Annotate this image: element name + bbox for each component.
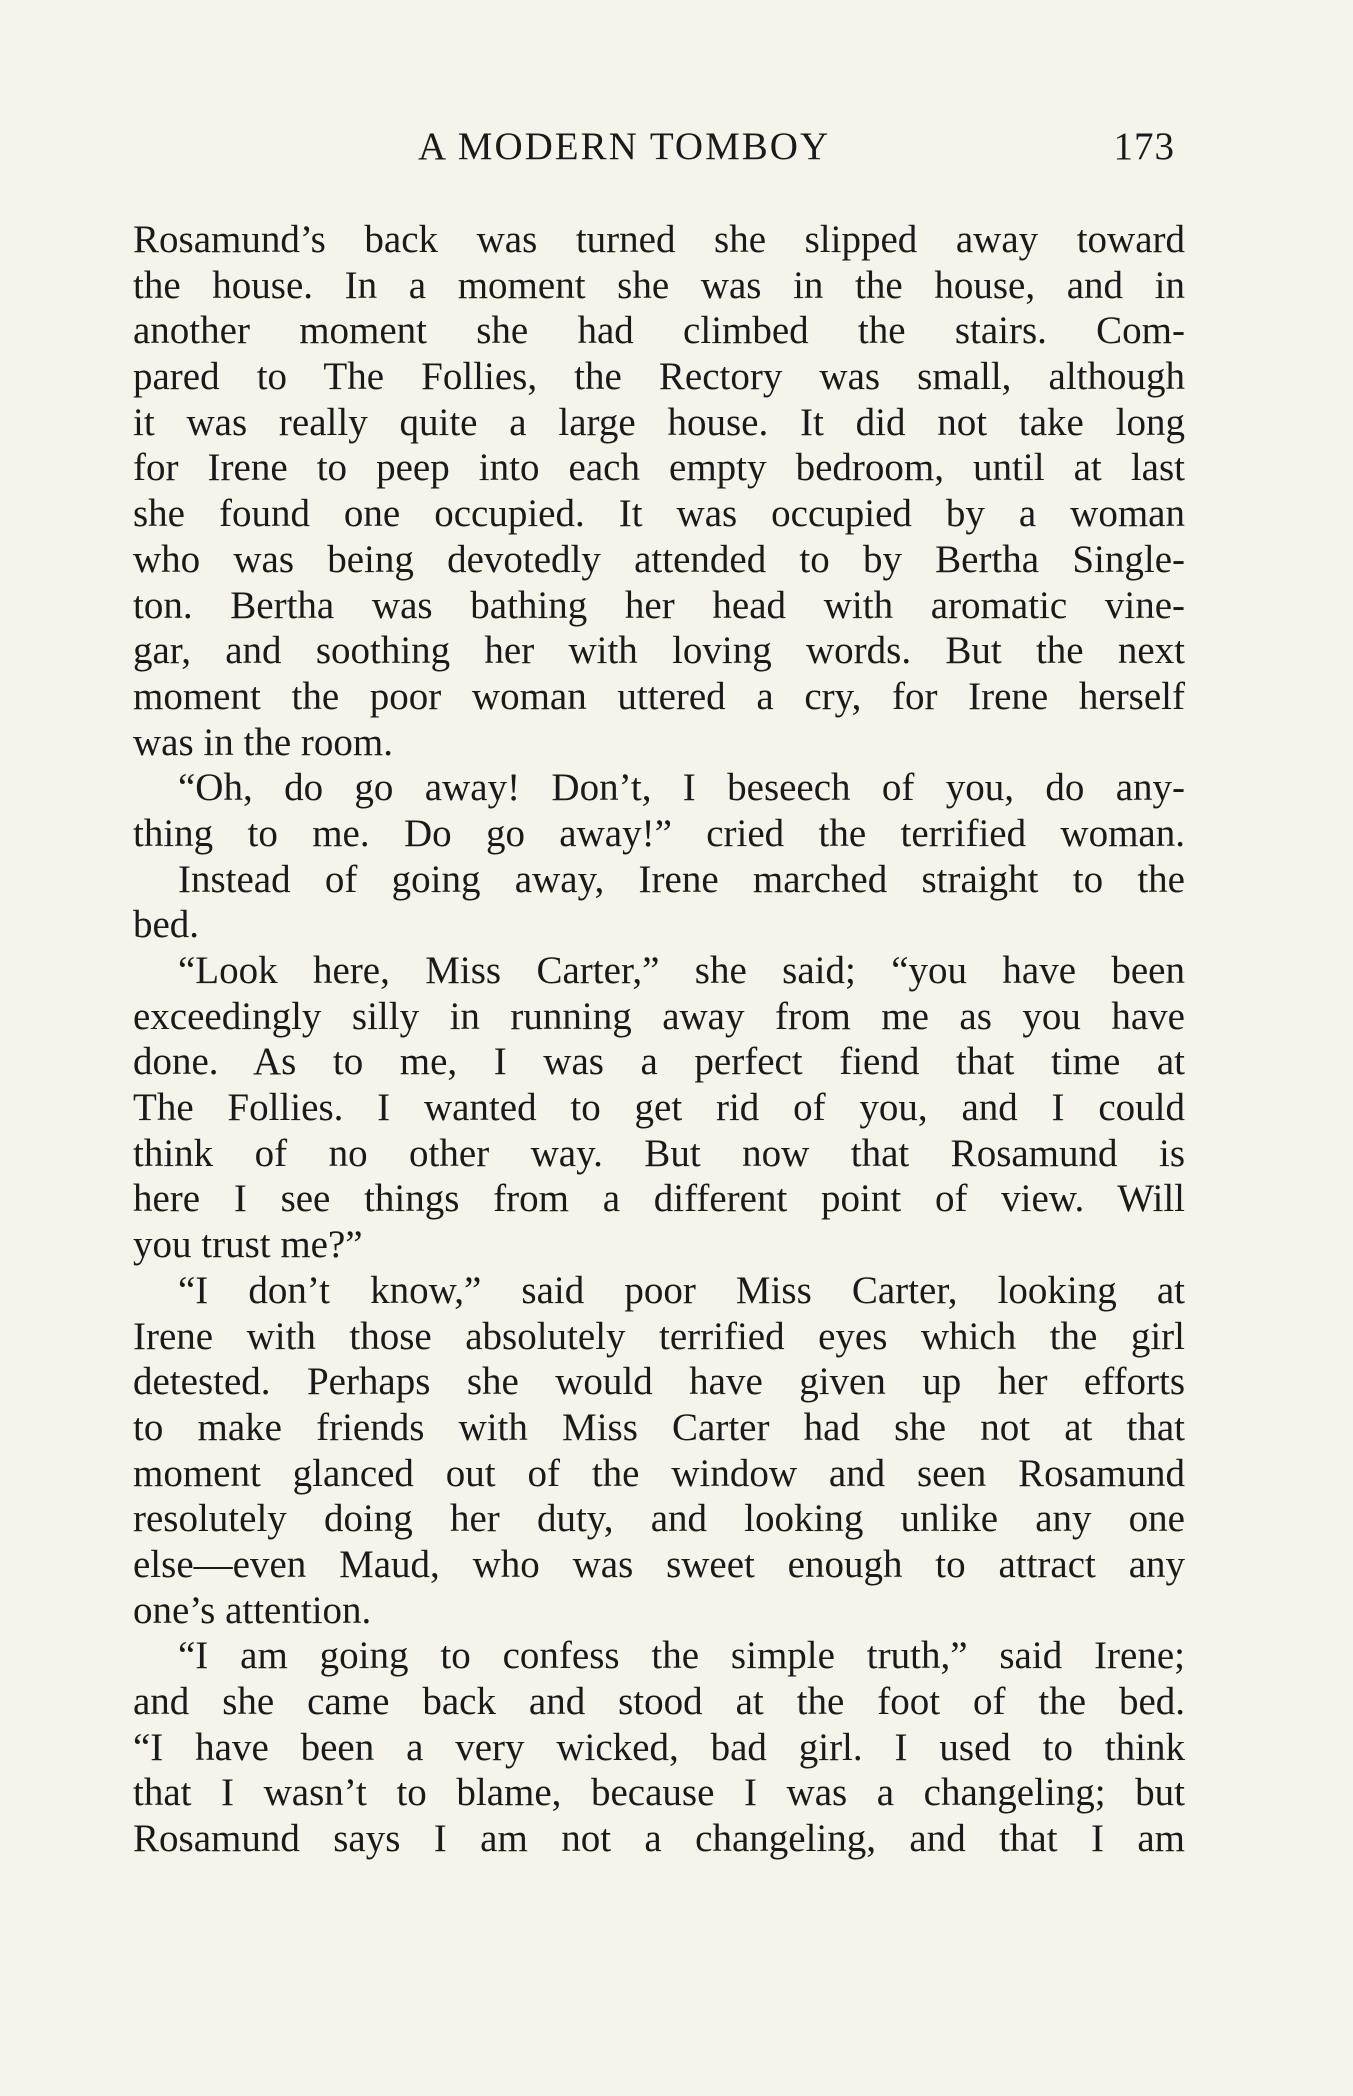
text-line: here I see things from a different point of view. Will — [133, 1177, 1185, 1221]
text-line: resolutely doing her duty, and looking unlike any one — [133, 1497, 1185, 1541]
text-line: you trust me?” — [133, 1223, 363, 1267]
text-line: “Look here, Miss Carter,” she said; “you have been — [178, 949, 1185, 992]
text-line: and she came back and stood at the foot of the bed. — [133, 1680, 1185, 1723]
text-line: else—even Maud, who was sweet enough to attract any — [133, 1542, 1185, 1586]
text-line: that I wasn’t to blame, because I was a changeling; but — [133, 1771, 1185, 1815]
text-line: think of no other way. But now that Rosamund is — [133, 1131, 1185, 1175]
text-line: Rosamund’s back was turned she slipped away toward — [133, 218, 1185, 261]
text-line: Rosamund says I am not a changeling, and that I am — [133, 1817, 1185, 1861]
text-line: thing to me. Do go away!” cried the terrified woman. — [133, 811, 1185, 855]
text-line: moment the poor woman uttered a cry, for Irene herself — [133, 674, 1185, 718]
text-line: “I am going to confess the simple truth,” said Irene; — [178, 1634, 1185, 1678]
body-text — [133, 217, 1185, 1862]
text-line: bed. — [133, 903, 200, 947]
text-line: was in the room. — [133, 720, 393, 764]
text-line: it was really quite a large house. It did not take long — [133, 400, 1185, 444]
running-title: A MODERN TOMBOY — [418, 125, 831, 168]
text-line: the house. In a moment she was in the house, and in — [133, 263, 1185, 307]
text-line: one’s attention. — [133, 1588, 372, 1632]
text-line: moment glanced out of the window and seen Rosamund — [133, 1451, 1185, 1495]
text-line: pared to The Follies, the Rectory was small, although — [133, 355, 1185, 399]
text-line: detested. Perhaps she would have given up her efforts — [133, 1360, 1185, 1404]
text-line: Instead of going away, Irene marched straight to the — [178, 857, 1185, 901]
running-head — [133, 122, 1185, 172]
text-line: “I don’t know,” said poor Miss Carter, looking at — [178, 1268, 1185, 1312]
text-line: “I have been a very wicked, bad girl. I used to think — [133, 1725, 1185, 1769]
text-line: done. As to me, I was a perfect fiend that time at — [133, 1040, 1185, 1084]
text-line: another moment she had climbed the stairs. Com- — [133, 309, 1185, 353]
text-line: for Irene to peep into each empty bedroom, until at last — [133, 446, 1185, 490]
text-line: exceedingly silly in running away from me as you have — [133, 994, 1185, 1038]
text-line: to make friends with Miss Carter had she not at that — [133, 1405, 1185, 1449]
text-line: gar, and soothing her with loving words. But the next — [133, 629, 1185, 673]
text-line: “Oh, do go away! Don’t, I beseech of you, do any- — [178, 766, 1185, 810]
text-line: she found one occupied. It was occupied by a woman — [133, 492, 1185, 536]
text-line: The Follies. I wanted to get rid of you, and I could — [133, 1086, 1185, 1130]
text-line: Irene with those absolutely terrified eyes which the girl — [133, 1314, 1185, 1358]
text-line: who was being devotedly attended to by Bertha Single- — [133, 537, 1185, 581]
page-number: 173 — [1113, 125, 1175, 168]
text-line: ton. Bertha was bathing her head with aromatic vine- — [133, 583, 1185, 627]
